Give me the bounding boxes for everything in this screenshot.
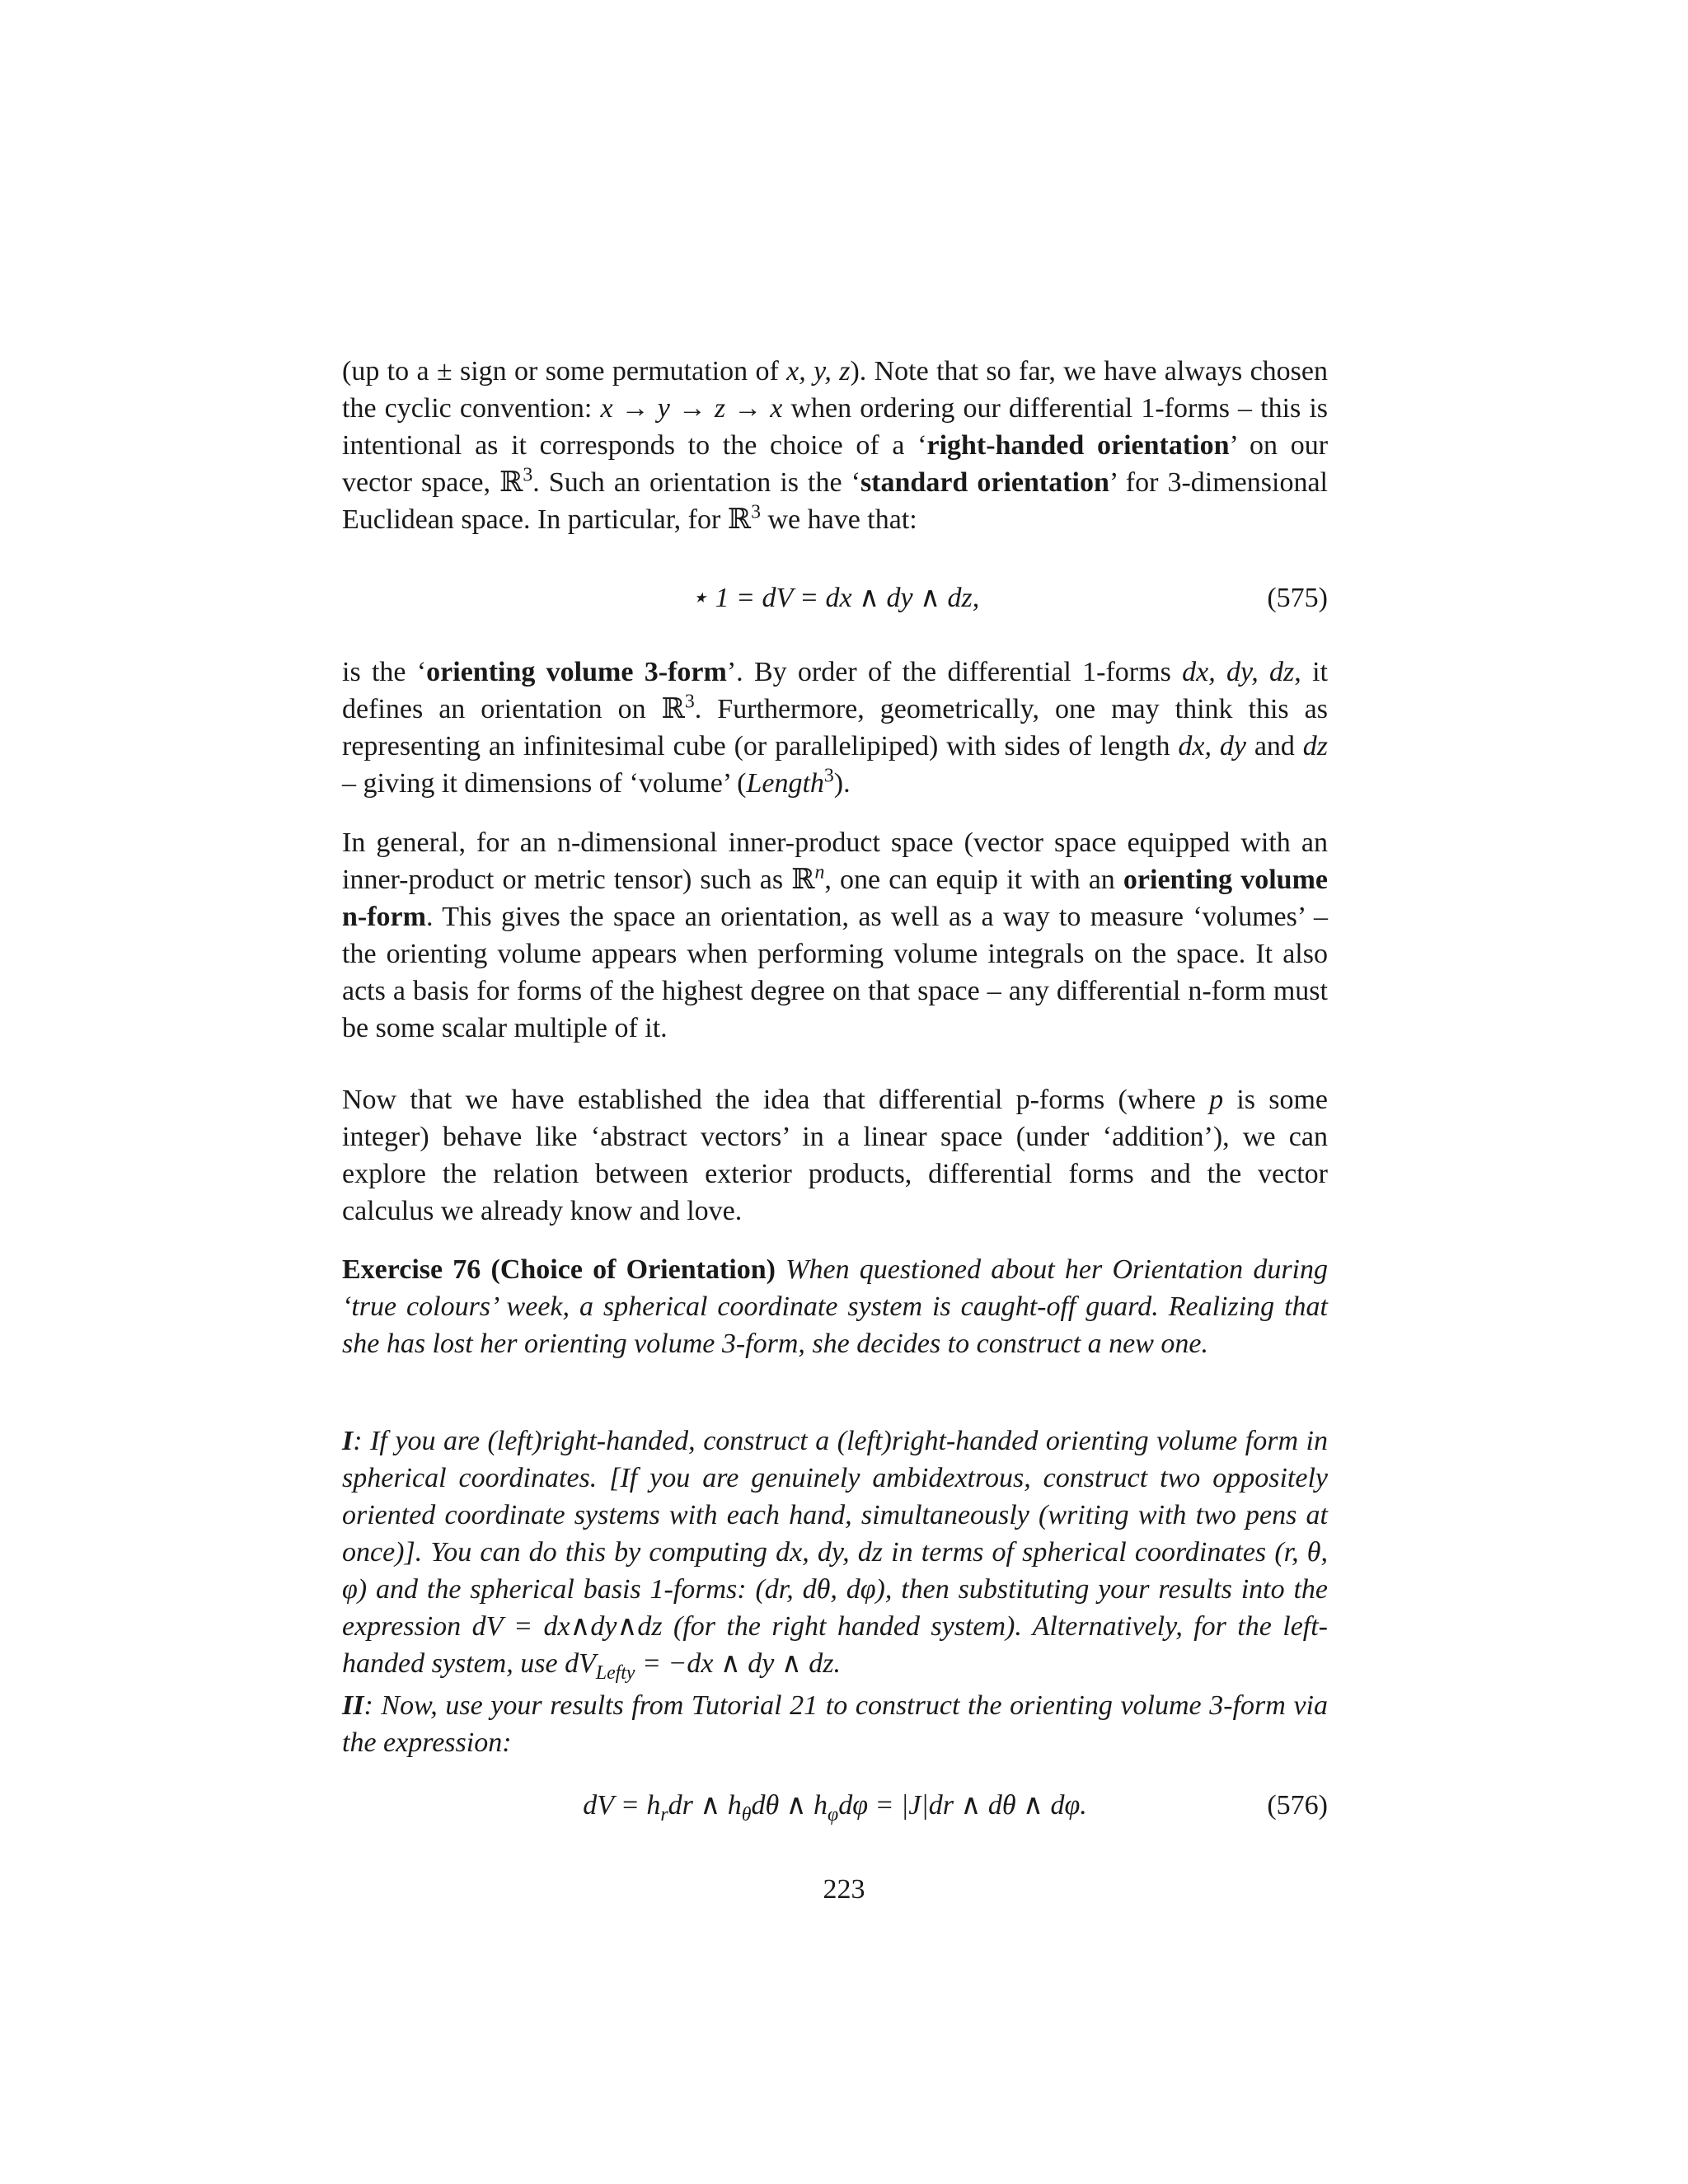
- exercise-intro: When questioned about her Orientation during ‘true colours’ week, a spherical coordinate system is caught-off guard. Realizing that she has lost her orienting volume 3-form, she decides to construct a new one.: [342, 1254, 1328, 1359]
- exercise-part-1: I: If you are (left)right-handed, construct a (left)right-handed orienting volume form in spherical coordinates. [If you are genuinely ambidextrous, construct two oppositely oriented coordinate systems with each hand, simultaneously (writing with two pens at once)]. You can do this by computing dx, dy, dz in terms of spherical coordinates (r, θ, φ) and the spherical basis 1-forms: (dr, dθ, dφ), then substituting your results into the expression dV = dx∧dy∧dz (for the right handed system). Alternatively, for the left-handed system, use $dV_{Lefty} = -dx$ ∧ dy ∧ dz.: [342, 1426, 1329, 1684]
- exercise-76: [342, 1251, 1328, 1362]
- term-standard-orientation: standard orientation: [860, 467, 1109, 498]
- term-orienting-volume-n-form: orienting volume n-form: [342, 865, 1328, 932]
- paragraph-p-forms: Now that we have established the idea that differential p-forms (where p is some integer) behave like ‘abstract vectors’ in a linear space (under ‘addition’), we can explore the relation between exterior products, differential forms and the vector calculus we already know and love.: [342, 1085, 1328, 1226]
- equation-576: [342, 1787, 1328, 1824]
- term-orienting-volume-3-form: orienting volume 3-form: [426, 657, 727, 687]
- paragraph-orientation: (up to a ± sign or some permutation of x, y, z). Note that so far, we have always chosen the cyclic convention: x → y → z → x when ordering our differential 1-forms – this is intentional as it corresponds to the choice of a ‘right-handed orientation’ on our vector space, ℝ$^3$. Such an orientation is the ‘standard orientation’ for 3-dimensional Euclidean space. In particular, for ℝ$^3$ we have that:: [342, 356, 1329, 536]
- paragraph-n-dimensional: In general, for an n-dimensional inner-product space (vector space equipped with an inner-product or metric tensor) such as ℝ$^n$, one can equip it with an orienting volume n-form. This gives the space an orientation, as well as a way to measure ‘volumes’ – the orienting volume appears when performing volume integrals on the space. It also acts a basis for forms of the highest degree on that space – any differential n-form must be some scalar multiple of it.: [342, 827, 1328, 1043]
- paragraph-volume-form: is the ‘orienting volume 3-form’. By order of the differential 1-forms dx, dy, dz, it defines an orientation on ℝ$^3$. Furthermore, geometrically, one may think this as representing an infinitesimal cube (or parallelipiped) with sides of length dx, dy and dz – giving it dimensions of ‘volume’ (Length$^3$).: [342, 657, 1328, 799]
- equation-576-number: (576): [1267, 1790, 1328, 1821]
- part-label-1: I: [342, 1426, 354, 1456]
- exercise-heading: Exercise 76 (Choice of Orientation): [342, 1254, 776, 1285]
- page-number: 223: [823, 1874, 865, 1905]
- exercise-part-2: II: Now, use your results from Tutorial 21 to construct the orienting volume 3-form via the expression:: [342, 1690, 1328, 1758]
- equation-576-body: dV = $h_rdr$ ∧ $h_\theta d\theta$ ∧ $h_\varphi d\varphi = |J|dr$ ∧ dθ ∧ dφ.: [583, 1790, 1087, 1825]
- term-right-handed-orientation: right-handed orientation: [926, 430, 1230, 461]
- equation-575: [342, 579, 1328, 616]
- part-label-2: II: [342, 1690, 364, 1721]
- equation-575-body: ⋆ 1 = dV = dx ∧ dy ∧ dz,: [690, 583, 980, 613]
- equation-575-number: (575): [1267, 583, 1328, 613]
